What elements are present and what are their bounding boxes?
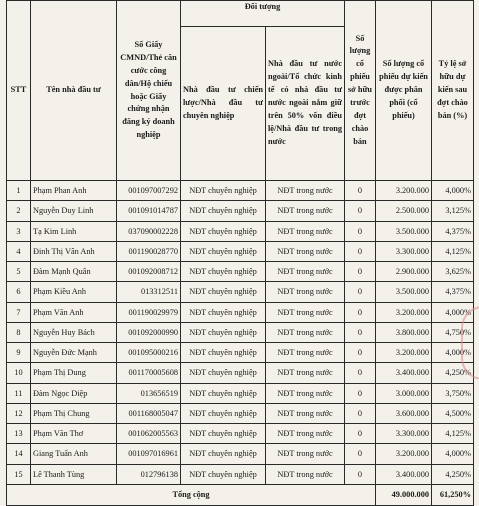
cell-ratio: 4,000%	[432, 302, 474, 322]
table-row	[7, 383, 474, 403]
cell-id-number: 001092000990	[117, 322, 181, 342]
cell-investor-type: NĐT chuyên nghiệp	[181, 444, 266, 464]
cell-investor-origin: NĐT trong nước	[266, 424, 345, 444]
table-row	[7, 322, 474, 342]
header-object: Đối tượng	[181, 1, 345, 27]
cell-stt: 13	[7, 424, 31, 444]
cell-investor-origin: NĐT trong nước	[266, 444, 345, 464]
cell-id-number: 001170005608	[117, 363, 181, 383]
total-allocated: 49.000.000	[376, 484, 432, 505]
cell-owned-before: 0	[345, 363, 376, 383]
cell-stt: 9	[7, 343, 31, 363]
cell-owned-before: 0	[345, 221, 376, 241]
cell-investor-origin: NĐT trong nước	[266, 322, 345, 342]
table-footer	[7, 484, 474, 505]
cell-id-number: 013312511	[117, 282, 181, 302]
cell-investor-type: NĐT chuyên nghiệp	[181, 282, 266, 302]
header-allocated: Số lượng cổ phiếu dự kiến được phân phối (cổ phiếu)	[376, 1, 432, 181]
cell-id-number: 001190028770	[117, 241, 181, 261]
cell-owned-before: 0	[345, 343, 376, 363]
cell-id-number: 001062005563	[117, 424, 181, 444]
cell-ratio: 3,750%	[432, 383, 474, 403]
table-row	[7, 403, 474, 423]
cell-investor-origin: NĐT trong nước	[266, 181, 345, 201]
cell-allocated: 3.400.000	[376, 464, 432, 484]
cell-id-number: 001091014787	[117, 201, 181, 221]
cell-investor-name: Nguyễn Duy Linh	[31, 201, 117, 221]
cell-investor-origin: NĐT trong nước	[266, 302, 345, 322]
header-object-type1: Nhà đầu tư chiến lược/Nhà đầu tư chuyên nghiệp	[181, 27, 266, 181]
cell-investor-origin: NĐT trong nước	[266, 221, 345, 241]
cell-investor-name: Tạ Kim Linh	[31, 221, 117, 241]
cell-stt: 7	[7, 302, 31, 322]
cell-allocated: 3.300.000	[376, 424, 432, 444]
cell-id-number: 001092008712	[117, 262, 181, 282]
cell-investor-origin: NĐT trong nước	[266, 262, 345, 282]
cell-ratio: 4,125%	[432, 424, 474, 444]
cell-investor-name: Lê Thanh Tùng	[31, 464, 117, 484]
cell-investor-name: Nguyễn Huy Bách	[31, 322, 117, 342]
header-owned-before: Số lượng cổ phiếu sở hữu trước đợt chào bán	[345, 1, 376, 181]
cell-investor-type: NĐT chuyên nghiệp	[181, 181, 266, 201]
table-row	[7, 221, 474, 241]
cell-investor-type: NĐT chuyên nghiệp	[181, 464, 266, 484]
table-row	[7, 444, 474, 464]
table-row	[7, 241, 474, 261]
cell-owned-before: 0	[345, 181, 376, 201]
cell-owned-before: 0	[345, 444, 376, 464]
cell-ratio: 4,375%	[432, 282, 474, 302]
cell-owned-before: 0	[345, 282, 376, 302]
cell-id-number: 001097007292	[117, 181, 181, 201]
cell-allocated: 3.500.000	[376, 221, 432, 241]
table-row	[7, 262, 474, 282]
cell-investor-name: Nguyễn Đức Mạnh	[31, 343, 117, 363]
cell-id-number: 001190029979	[117, 302, 181, 322]
cell-investor-name: Đàm Ngọc Diệp	[31, 383, 117, 403]
cell-investor-origin: NĐT trong nước	[266, 201, 345, 221]
cell-ratio: 4,000%	[432, 181, 474, 201]
cell-investor-origin: NĐT trong nước	[266, 241, 345, 261]
header-object-type2: Nhà đầu tư nước ngoài/Tổ chức kinh tế có nhà đầu tư nước ngoài nắm giữ trên 50% vốn điều lệ/Nhà đầu tư trong nước	[266, 27, 345, 181]
cell-investor-origin: NĐT trong nước	[266, 363, 345, 383]
table-header	[7, 1, 474, 181]
cell-ratio: 4,125%	[432, 241, 474, 261]
cell-investor-type: NĐT chuyên nghiệp	[181, 262, 266, 282]
cell-id-number: 001168005047	[117, 403, 181, 423]
cell-owned-before: 0	[345, 424, 376, 444]
table-row	[7, 201, 474, 221]
cell-investor-name: Phạm Thị Chung	[31, 403, 117, 423]
cell-allocated: 3.300.000	[376, 241, 432, 261]
table-row	[7, 181, 474, 201]
cell-investor-origin: NĐT trong nước	[266, 464, 345, 484]
table-row	[7, 464, 474, 484]
cell-id-number: 013656519	[117, 383, 181, 403]
cell-id-number: 037090002228	[117, 221, 181, 241]
cell-stt: 2	[7, 201, 31, 221]
cell-stt: 11	[7, 383, 31, 403]
header-ratio-after: Tỷ lệ sở hữu dự kiến sau đợt chào bán (%)	[432, 1, 474, 181]
header-stt: STT	[7, 1, 31, 181]
total-ratio: 61,250%	[432, 484, 474, 505]
cell-stt: 1	[7, 181, 31, 201]
cell-ratio: 4,000%	[432, 444, 474, 464]
investor-allocation-table	[6, 0, 474, 506]
cell-stt: 4	[7, 241, 31, 261]
cell-investor-name: Phạm Kiều Anh	[31, 282, 117, 302]
cell-stt: 12	[7, 403, 31, 423]
table-row	[7, 302, 474, 322]
cell-investor-type: NĐT chuyên nghiệp	[181, 241, 266, 261]
cell-id-number: 012796138	[117, 464, 181, 484]
cell-stt: 8	[7, 322, 31, 342]
cell-investor-type: NĐT chuyên nghiệp	[181, 302, 266, 322]
cell-investor-type: NĐT chuyên nghiệp	[181, 383, 266, 403]
cell-investor-origin: NĐT trong nước	[266, 282, 345, 302]
cell-allocated: 3.800.000	[376, 322, 432, 342]
cell-ratio: 4,375%	[432, 221, 474, 241]
cell-owned-before: 0	[345, 201, 376, 221]
cell-allocated: 3.200.000	[376, 181, 432, 201]
cell-allocated: 3.400.000	[376, 363, 432, 383]
cell-id-number: 001097016961	[117, 444, 181, 464]
cell-investor-origin: NĐT trong nước	[266, 383, 345, 403]
cell-investor-name: Phạm Thị Dung	[31, 363, 117, 383]
red-stamp-mark	[461, 306, 479, 380]
table-row	[7, 424, 474, 444]
header-id-document: Số Giấy CMND/Thẻ căn cước công dân/Hộ chiếu hoặc Giấy chứng nhận đăng ký doanh nghiệp	[117, 1, 181, 181]
cell-allocated: 3.000.000	[376, 383, 432, 403]
cell-investor-name: Phạm Văn Thơ	[31, 424, 117, 444]
cell-allocated: 3.600.000	[376, 403, 432, 423]
cell-investor-type: NĐT chuyên nghiệp	[181, 403, 266, 423]
cell-allocated: 3.500.000	[376, 282, 432, 302]
cell-investor-type: NĐT chuyên nghiệp	[181, 322, 266, 342]
cell-owned-before: 0	[345, 383, 376, 403]
cell-owned-before: 0	[345, 241, 376, 261]
cell-ratio: 3,625%	[432, 262, 474, 282]
cell-investor-type: NĐT chuyên nghiệp	[181, 363, 266, 383]
cell-investor-name: Giang Tuấn Anh	[31, 444, 117, 464]
table-body	[7, 181, 474, 485]
table-row	[7, 343, 474, 363]
total-label: Tổng cộng	[7, 484, 376, 505]
total-row	[7, 484, 474, 505]
cell-investor-origin: NĐT trong nước	[266, 343, 345, 363]
cell-ratio: 4,000%	[432, 343, 474, 363]
cell-investor-type: NĐT chuyên nghiệp	[181, 221, 266, 241]
cell-investor-origin: NĐT trong nước	[266, 403, 345, 423]
cell-investor-type: NĐT chuyên nghiệp	[181, 424, 266, 444]
cell-allocated: 3.200.000	[376, 302, 432, 322]
cell-stt: 15	[7, 464, 31, 484]
cell-ratio: 3,125%	[432, 201, 474, 221]
cell-owned-before: 0	[345, 262, 376, 282]
cell-stt: 10	[7, 363, 31, 383]
cell-ratio: 4,250%	[432, 363, 474, 383]
table-row	[7, 282, 474, 302]
cell-allocated: 3.200.000	[376, 444, 432, 464]
cell-allocated: 2.500.000	[376, 201, 432, 221]
cell-investor-name: Phạm Phan Anh	[31, 181, 117, 201]
cell-stt: 6	[7, 282, 31, 302]
cell-investor-type: NĐT chuyên nghiệp	[181, 343, 266, 363]
cell-owned-before: 0	[345, 464, 376, 484]
cell-ratio: 4,750%	[432, 322, 474, 342]
cell-stt: 14	[7, 444, 31, 464]
cell-investor-name: Đinh Thị Vân Anh	[31, 241, 117, 261]
cell-ratio: 4,500%	[432, 403, 474, 423]
cell-allocated: 2.900.000	[376, 262, 432, 282]
cell-ratio: 4,250%	[432, 464, 474, 484]
cell-id-number: 001095000216	[117, 343, 181, 363]
cell-stt: 5	[7, 262, 31, 282]
cell-stt: 3	[7, 221, 31, 241]
cell-allocated: 3.200.000	[376, 343, 432, 363]
cell-owned-before: 0	[345, 322, 376, 342]
cell-owned-before: 0	[345, 302, 376, 322]
header-investor-name: Tên nhà đầu tư	[31, 1, 117, 181]
cell-owned-before: 0	[345, 403, 376, 423]
cell-investor-name: Phạm Văn Anh	[31, 302, 117, 322]
table-row	[7, 363, 474, 383]
cell-investor-type: NĐT chuyên nghiệp	[181, 201, 266, 221]
cell-investor-name: Đàm Mạnh Quân	[31, 262, 117, 282]
